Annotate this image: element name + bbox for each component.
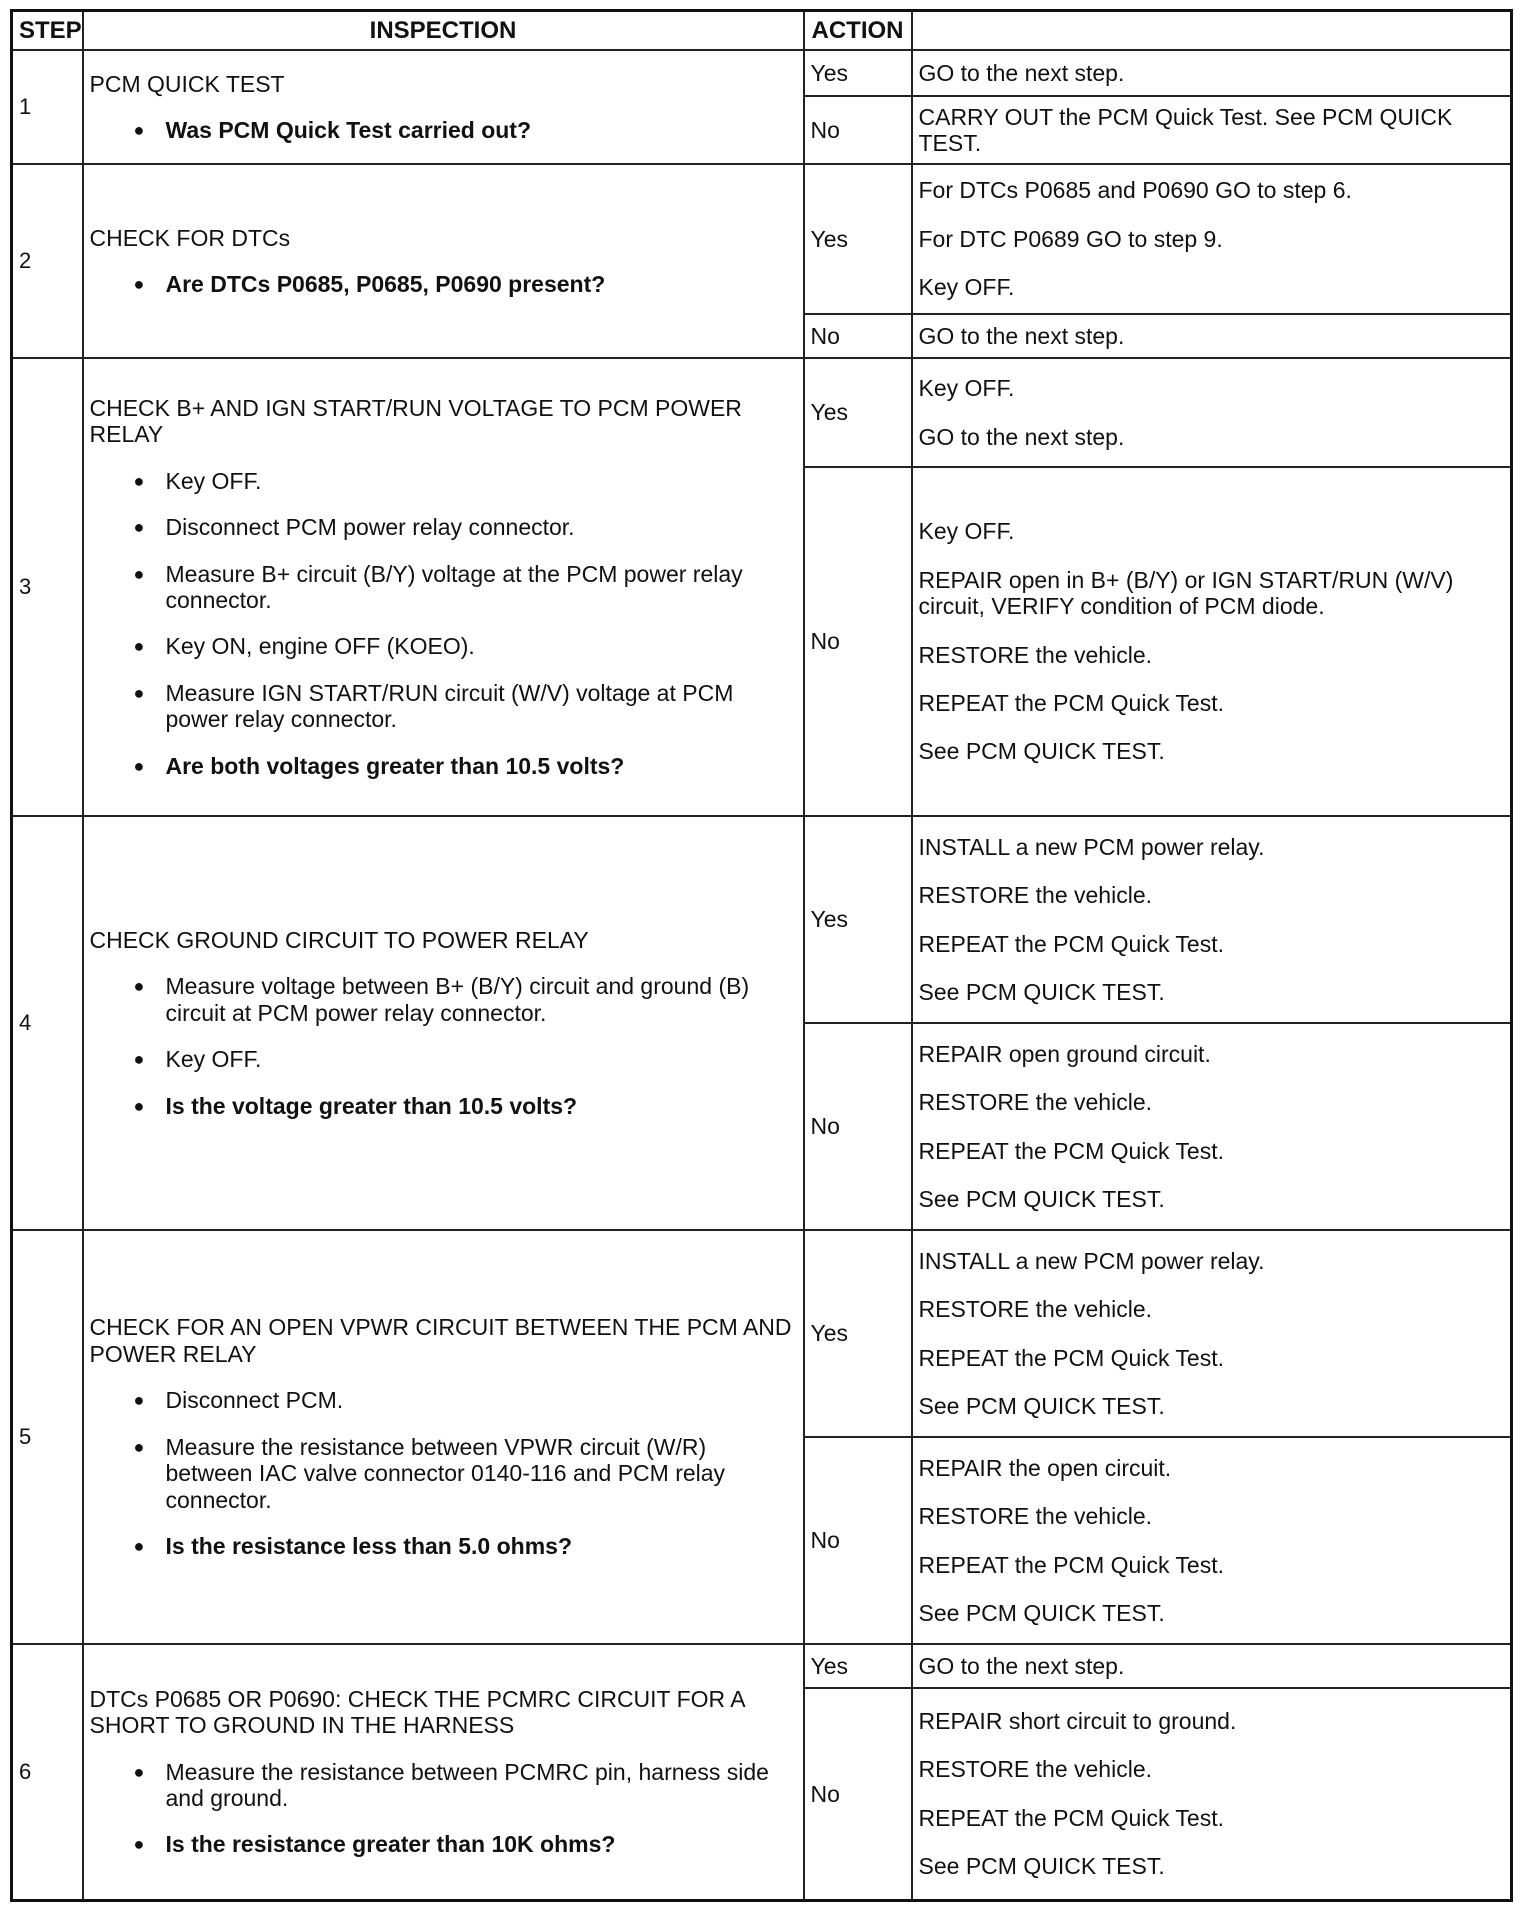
table-row	[12, 1644, 1512, 1688]
step-number: 2	[12, 164, 83, 358]
inspection-question: ● Was PCM Quick Test carried out?	[90, 117, 797, 143]
action-no	[912, 1437, 1512, 1644]
inspection-cell	[83, 50, 804, 164]
answer-no: No	[804, 96, 912, 164]
action-yes	[912, 1644, 1512, 1688]
inspection-cell	[83, 164, 804, 358]
action-line: REPEAT the PCM Quick Test.	[918, 689, 1224, 716]
step-number: 5	[12, 1230, 83, 1644]
action-line: REPEAT the PCM Quick Test.	[918, 930, 1224, 957]
action-no	[912, 1688, 1512, 1900]
inspection-bullets	[90, 973, 797, 1119]
action-no	[912, 1023, 1512, 1230]
inspection-question: ● Are DTCs P0685, P0685, P0690 present?	[90, 271, 797, 297]
diagnostic-table	[10, 9, 1513, 1902]
table-row	[12, 358, 1512, 467]
action-no	[912, 314, 1512, 358]
header-blank	[912, 11, 1512, 51]
action-line: See PCM QUICK TEST.	[918, 1853, 1165, 1880]
step-number: 3	[12, 358, 83, 816]
action-line: GO to the next step.	[918, 322, 1125, 349]
inspection-title: CHECK FOR DTCs	[89, 224, 291, 251]
table-row	[12, 1230, 1512, 1437]
table-row	[12, 50, 1512, 96]
action-yes	[912, 1230, 1512, 1437]
action-line: INSTALL a new PCM power relay.	[918, 1247, 1265, 1274]
action-line: See PCM QUICK TEST.	[918, 738, 1165, 765]
inspection-bullet: ● Measure B+ circuit (B/Y) voltage at the PCM power relay connector.	[90, 561, 797, 614]
action-line: GO to the next step.	[918, 1652, 1125, 1679]
action-line: REPEAT the PCM Quick Test.	[918, 1551, 1224, 1578]
table-body	[12, 50, 1512, 1900]
answer-no: No	[804, 1437, 912, 1644]
inspection-bullet: ● Disconnect PCM.	[90, 1387, 797, 1413]
answer-yes: Yes	[804, 358, 912, 467]
answer-no: No	[804, 314, 912, 358]
diagnostic-page	[10, 9, 1510, 1889]
action-line: RESTORE the vehicle.	[918, 1503, 1153, 1530]
header-step: STEP	[12, 11, 83, 51]
action-line: REPEAT the PCM Quick Test.	[918, 1804, 1224, 1831]
action-line: See PCM QUICK TEST.	[918, 978, 1165, 1005]
inspection-question: ● Is the resistance greater than 10K ohms?	[90, 1831, 797, 1857]
action-no	[912, 467, 1512, 816]
header-action: ACTION	[804, 11, 912, 51]
inspection-title: DTCs P0685 OR P0690: CHECK THE PCMRC CIRCUIT FOR A SHORT TO GROUND IN THE HARNESS	[89, 1685, 745, 1739]
table-row	[12, 164, 1512, 314]
inspection-bullet: ● Key OFF.	[90, 1046, 797, 1072]
action-yes	[912, 164, 1512, 314]
action-yes	[912, 816, 1512, 1023]
action-line: GO to the next step.	[918, 423, 1125, 450]
inspection-bullet: ● Measure IGN START/RUN circuit (W/V) voltage at PCM power relay connector.	[90, 680, 797, 733]
action-no	[912, 96, 1512, 164]
step-number: 1	[12, 50, 83, 164]
action-line: RESTORE the vehicle.	[918, 1756, 1153, 1783]
answer-no: No	[804, 1023, 912, 1230]
answer-no: No	[804, 467, 912, 816]
action-line: INSTALL a new PCM power relay.	[918, 833, 1265, 860]
inspection-question: ● Is the resistance less than 5.0 ohms?	[90, 1533, 797, 1559]
header-inspection: INSPECTION	[83, 11, 804, 51]
answer-yes: Yes	[804, 50, 912, 96]
inspection-question: ● Are both voltages greater than 10.5 volts?	[90, 753, 797, 779]
inspection-bullets	[90, 1759, 797, 1858]
inspection-bullet: ● Measure the resistance between VPWR circuit (W/R) between IAC valve connector 0140-116 and PCM relay connector.	[90, 1434, 797, 1513]
step-number: 4	[12, 816, 83, 1230]
answer-yes: Yes	[804, 1644, 912, 1688]
action-line: See PCM QUICK TEST.	[918, 1392, 1165, 1419]
action-line: For DTCs P0685 and P0690 GO to step 6.	[918, 177, 1352, 204]
action-line: RESTORE the vehicle.	[918, 882, 1153, 909]
inspection-bullet: ● Disconnect PCM power relay connector.	[90, 514, 797, 540]
inspection-bullet: ● Key ON, engine OFF (KOEO).	[90, 633, 797, 659]
action-line: CARRY OUT the PCM Quick Test. See PCM QUICK TEST.	[918, 103, 1453, 156]
inspection-cell	[83, 358, 804, 816]
inspection-bullets	[90, 468, 797, 780]
action-line: REPAIR short circuit to ground.	[918, 1707, 1237, 1734]
action-line: See PCM QUICK TEST.	[918, 1599, 1165, 1626]
inspection-cell	[83, 1644, 804, 1900]
action-line: REPEAT the PCM Quick Test.	[918, 1344, 1224, 1371]
action-line: REPAIR the open circuit.	[918, 1454, 1172, 1481]
inspection-bullets	[90, 117, 797, 143]
action-line: Key OFF.	[918, 274, 1015, 301]
inspection-bullets	[90, 1387, 797, 1559]
action-line: RESTORE the vehicle.	[918, 641, 1153, 668]
action-yes	[912, 50, 1512, 96]
inspection-title: CHECK GROUND CIRCUIT TO POWER RELAY	[89, 926, 589, 953]
step-number: 6	[12, 1644, 83, 1900]
action-line: REPEAT the PCM Quick Test.	[918, 1137, 1224, 1164]
inspection-bullet: ● Key OFF.	[90, 468, 797, 494]
answer-yes: Yes	[804, 816, 912, 1023]
action-line: REPAIR open in B+ (B/Y) or IGN START/RUN (W/V) circuit, VERIFY condition of PCM diode.	[918, 566, 1454, 620]
inspection-bullet: ● Measure voltage between B+ (B/Y) circuit and ground (B) circuit at PCM power relay connector.	[90, 973, 797, 1026]
action-line: For DTC P0689 GO to step 9.	[918, 225, 1223, 252]
inspection-title: CHECK B+ AND IGN START/RUN VOLTAGE TO PCM POWER RELAY	[89, 394, 742, 448]
action-line: Key OFF.	[918, 518, 1015, 545]
table-header-row	[12, 11, 1512, 51]
action-line: GO to the next step.	[918, 59, 1125, 86]
action-line: RESTORE the vehicle.	[918, 1089, 1153, 1116]
inspection-title: PCM QUICK TEST	[89, 70, 285, 97]
inspection-bullet: ● Measure the resistance between PCMRC pin, harness side and ground.	[90, 1759, 797, 1812]
action-yes	[912, 358, 1512, 467]
action-line: Key OFF.	[918, 375, 1015, 402]
inspection-title: CHECK FOR AN OPEN VPWR CIRCUIT BETWEEN THE PCM AND POWER RELAY	[89, 1314, 792, 1367]
action-line: RESTORE the vehicle.	[918, 1296, 1153, 1323]
table-row	[12, 816, 1512, 1023]
answer-yes: Yes	[804, 164, 912, 314]
answer-yes: Yes	[804, 1230, 912, 1437]
action-line: REPAIR open ground circuit.	[918, 1040, 1211, 1067]
answer-no: No	[804, 1688, 912, 1900]
inspection-bullets	[90, 271, 797, 297]
inspection-question: ● Is the voltage greater than 10.5 volts?	[90, 1093, 797, 1119]
action-line: See PCM QUICK TEST.	[918, 1185, 1165, 1212]
inspection-cell	[83, 816, 804, 1230]
inspection-cell	[83, 1230, 804, 1644]
